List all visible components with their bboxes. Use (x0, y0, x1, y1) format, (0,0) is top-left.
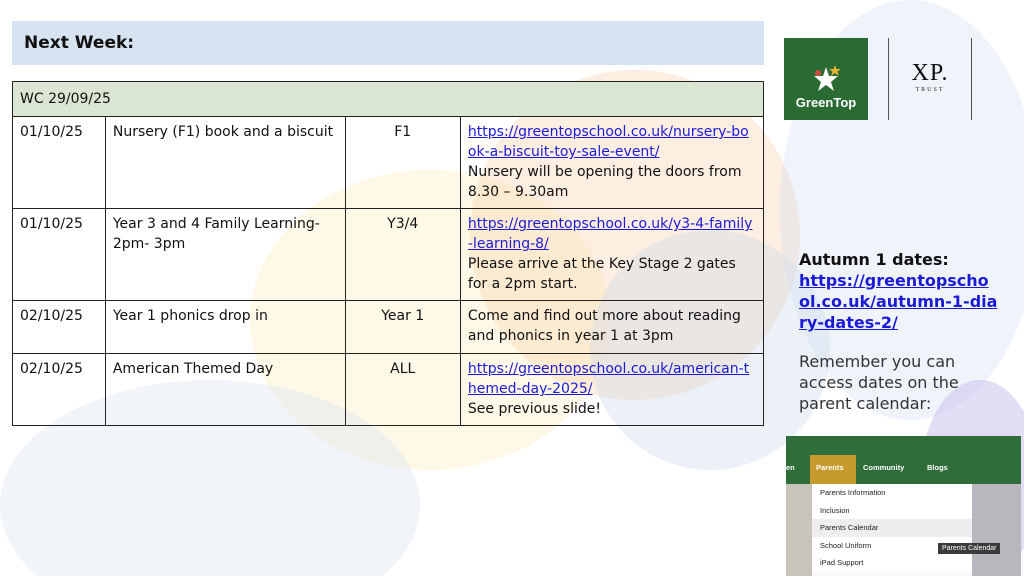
nav-item-blogs: Blogs (927, 463, 948, 472)
table-row (13, 117, 764, 209)
nav-item-parents: Parents (816, 463, 844, 472)
nav-item: en (786, 463, 795, 472)
menu-item: iPad Support (820, 558, 864, 567)
page-title-text: Next Week: (24, 33, 135, 53)
table-row (13, 354, 764, 426)
menu-item: School Uniform (820, 540, 872, 550)
nav-item-community: Community (863, 463, 905, 472)
event-year-group: F1 (345, 117, 460, 209)
xp-logo-text: XP. (911, 60, 949, 86)
event-note: Please arrive at the Key Stage 2 gates for a 2pm start. (467, 256, 736, 292)
menu-item-highlighted: Parents Calendar (812, 519, 972, 537)
event-title: Year 1 phonics drop in (105, 301, 345, 354)
table-row (13, 209, 764, 301)
menu-item: Inclusion (820, 505, 850, 515)
event-link[interactable]: https://greentopschool.co.uk/y3-4-family-learning-8/ (467, 216, 753, 252)
event-date: 02/10/25 (13, 301, 106, 354)
website-nav (786, 436, 1021, 484)
divider (888, 38, 889, 120)
event-date: 02/10/25 (13, 354, 106, 426)
calendar-note: Remember you can access dates on the parent calendar: (799, 352, 959, 413)
autumn-dates-title: Autumn 1 dates: (799, 250, 949, 269)
event-year-group: Year 1 (345, 301, 460, 354)
event-year-group: Y3/4 (345, 209, 460, 301)
event-info (460, 301, 763, 354)
week-header-row (13, 82, 764, 117)
parents-dropdown-menu (812, 484, 972, 572)
event-note: See previous slide! (467, 401, 601, 417)
event-link[interactable]: https://greentopschool.co.uk/american-themed-day-2025/ (467, 361, 750, 397)
event-title: Nursery (F1) book and a biscuit (105, 117, 345, 209)
event-info (460, 209, 763, 301)
greentop-logo (784, 38, 868, 120)
event-link[interactable]: https://greentopschool.co.uk/nursery-book-a-biscuit-toy-sale-event/ (467, 124, 749, 160)
event-date: 01/10/25 (13, 209, 106, 301)
event-note: Nursery will be opening the doors from 8.30 – 9.30am (467, 164, 742, 200)
table-row (13, 301, 764, 354)
page-title (12, 21, 764, 65)
parent-calendar-screenshot (786, 436, 1021, 576)
website-photo (786, 484, 812, 576)
autumn-dates-link[interactable]: https://greentopschool.co.uk/autumn-1-diary-dates-2/ (799, 271, 998, 332)
event-year-group: ALL (345, 354, 460, 426)
event-note: Come and find out more about reading and phonics in year 1 at 3pm (467, 308, 741, 344)
schedule-table (12, 81, 764, 426)
xp-logo-subtext: TRUST (915, 87, 945, 93)
greentop-logo-text: GreenTop (795, 95, 857, 110)
star-icon (808, 65, 844, 95)
website-photo (972, 484, 1021, 576)
event-info (460, 354, 763, 426)
xp-trust-logo (902, 60, 958, 93)
event-info (460, 117, 763, 209)
divider (971, 38, 972, 120)
event-title: American Themed Day (105, 354, 345, 426)
event-title: Year 3 and 4 Family Learning- 2pm- 3pm (105, 209, 345, 301)
menu-item: Parents Information (820, 488, 886, 497)
tooltip: Parents Calendar (938, 543, 1000, 554)
week-label: WC 29/09/25 (13, 82, 764, 117)
event-date: 01/10/25 (13, 117, 106, 209)
